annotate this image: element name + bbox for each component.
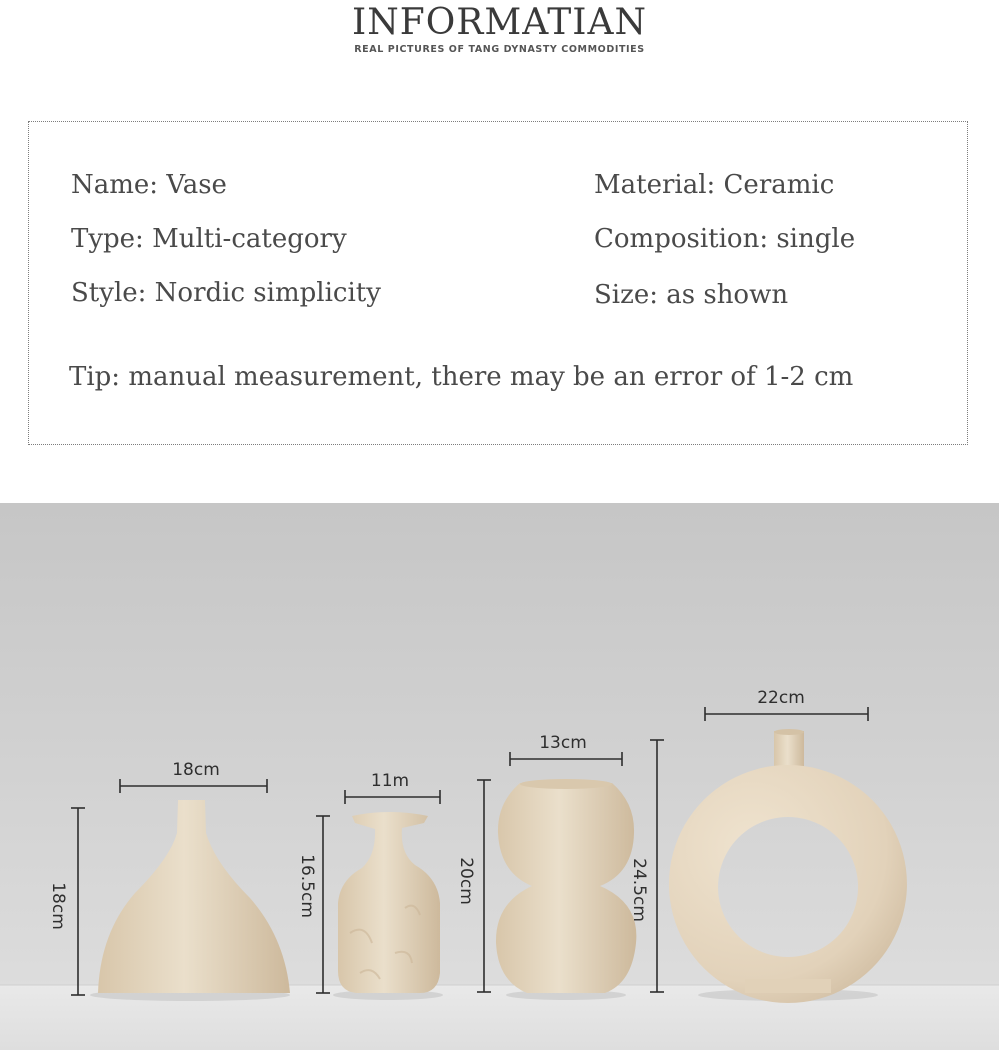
- info-composition: Composition: single: [594, 224, 856, 254]
- textured-bottle-vase: [333, 812, 443, 1000]
- info-name: Name: Vase: [71, 170, 227, 200]
- ring-vase: [669, 729, 907, 1003]
- half-dome-vase: [90, 800, 290, 1001]
- vase3-width-label: 13cm: [539, 733, 587, 753]
- vase-photo-illustration: [0, 503, 999, 1050]
- info-tip: Tip: manual measurement, there may be an error of 1-2 cm: [69, 362, 854, 392]
- vase3-height-label: 20cm: [456, 857, 476, 905]
- vase2-height-label: 16.5cm: [297, 854, 317, 918]
- vase4-height-label: 24.5cm: [629, 858, 649, 922]
- product-photo: [0, 503, 999, 1050]
- page-subtitle: REAL PICTURES OF TANG DYNASTY COMMODITIES: [354, 44, 645, 55]
- double-sphere-vase: [496, 779, 636, 1000]
- vase1-height-label: 18cm: [48, 882, 68, 930]
- vase4-width-label: 22cm: [757, 688, 805, 708]
- header: [0, 0, 999, 70]
- product-info-box: [28, 121, 968, 445]
- info-type: Type: Multi-category: [71, 224, 347, 254]
- info-size: Size: as shown: [594, 280, 789, 310]
- info-style: Style: Nordic simplicity: [71, 278, 381, 308]
- vase2-width-label: 11m: [370, 771, 410, 791]
- vase1-width-label: 18cm: [172, 760, 220, 780]
- info-material: Material: Ceramic: [594, 170, 835, 200]
- page-title: INFORMATIAN: [352, 2, 647, 43]
